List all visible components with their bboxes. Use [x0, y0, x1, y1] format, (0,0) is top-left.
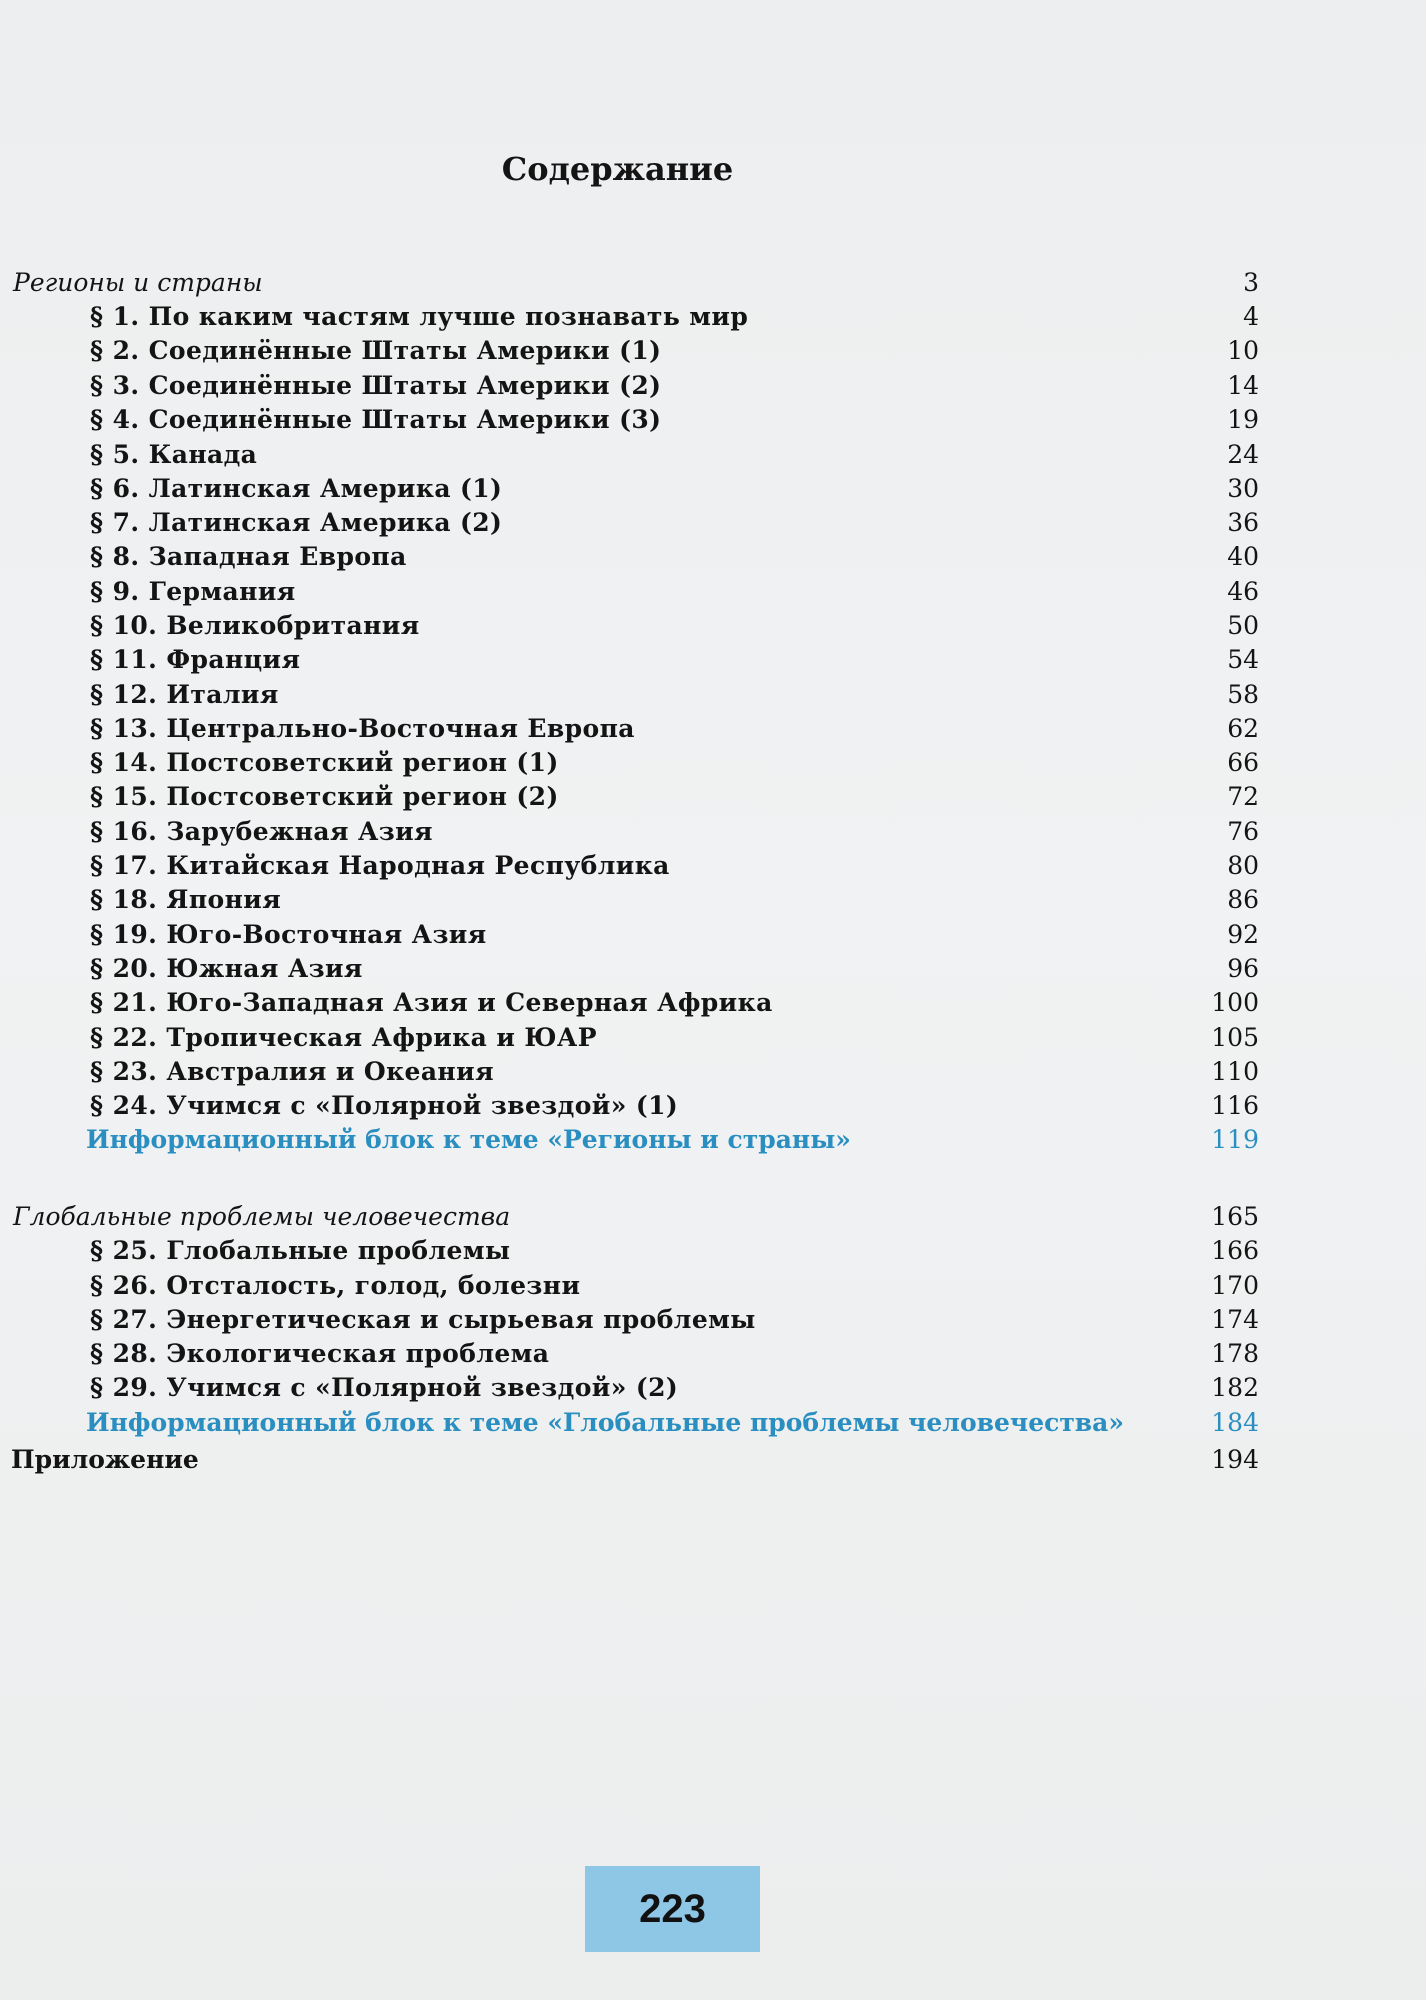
toc-paragraph-row: [0, 403, 1426, 437]
toc-entry-page: 100: [1211, 988, 1259, 1017]
toc-paragraph-row: [0, 1021, 1426, 1055]
toc-appendix-row: [0, 1443, 1426, 1477]
page-title: Содержание: [501, 150, 734, 188]
toc-entry-title: Регионы и страны: [13, 268, 263, 297]
toc-entry-title: Глобальные проблемы человечества: [13, 1202, 511, 1231]
toc-paragraph-row: [0, 678, 1426, 712]
toc-paragraph-row: [0, 609, 1426, 643]
toc-paragraph-row: [0, 1303, 1426, 1337]
toc-entry-page: 178: [1211, 1339, 1259, 1368]
toc-paragraph-row: [0, 369, 1426, 403]
toc-entry-title: Информационный блок к теме «Регионы и страны»: [86, 1125, 851, 1154]
toc-entry-title: § 19. Юго-Восточная Азия: [90, 920, 487, 949]
toc-entry-title: § 22. Тропическая Африка и ЮАР: [90, 1023, 597, 1052]
page-number-badge: 223: [585, 1866, 760, 1952]
toc-paragraph-row: [0, 815, 1426, 849]
toc-entry-title: Приложение: [11, 1445, 199, 1474]
toc-paragraph-row: [0, 300, 1426, 334]
toc-paragraph-row: [0, 540, 1426, 574]
toc-entry-title: § 12. Италия: [90, 680, 279, 709]
toc-paragraph-row: [0, 1234, 1426, 1268]
toc-entry-title: § 25. Глобальные проблемы: [90, 1236, 511, 1265]
toc-section-row: [0, 1200, 1426, 1234]
toc-entry-title: § 3. Соединённые Штаты Америки (2): [90, 371, 662, 400]
toc-entry-title: § 23. Австралия и Океания: [90, 1057, 494, 1086]
toc-entry-page: 194: [1211, 1445, 1259, 1474]
toc-entry-page: 166: [1211, 1236, 1259, 1265]
toc-entry-page: 182: [1211, 1373, 1259, 1402]
toc-entry-title: § 9. Германия: [90, 577, 296, 606]
toc-entry-title: § 16. Зарубежная Азия: [90, 817, 433, 846]
toc-entry-title: § 17. Китайская Народная Республика: [90, 851, 670, 880]
toc-paragraph-row: [0, 438, 1426, 472]
toc-entry-page: 96: [1227, 954, 1259, 983]
toc-paragraph-row: [0, 986, 1426, 1020]
toc-entry-page: 14: [1227, 371, 1259, 400]
toc-info-block-row: [0, 1123, 1426, 1157]
toc-entry-title: § 28. Экологическая проблема: [90, 1339, 550, 1368]
toc-entry-title: § 21. Юго-Западная Азия и Северная Африка: [90, 988, 773, 1017]
toc-entry-page: 66: [1227, 748, 1259, 777]
toc-entry-page: 30: [1227, 474, 1259, 503]
toc-entry-page: 4: [1243, 302, 1259, 331]
toc-entry-title: § 7. Латинская Америка (2): [90, 508, 503, 537]
toc-paragraph-row: [0, 712, 1426, 746]
toc-entry-title: § 29. Учимся с «Полярной звездой» (2): [90, 1373, 679, 1402]
toc-entry-title: § 5. Канада: [90, 440, 258, 469]
toc-paragraph-row: [0, 575, 1426, 609]
toc-entry-page: 19: [1227, 405, 1259, 434]
toc-entry-page: 174: [1211, 1305, 1259, 1334]
toc-paragraph-row: [0, 472, 1426, 506]
toc-entry-title: § 14. Постсоветский регион (1): [90, 748, 559, 777]
toc-entry-title: § 20. Южная Азия: [90, 954, 363, 983]
toc-paragraph-row: [0, 334, 1426, 368]
toc-entry-page: 165: [1211, 1202, 1259, 1231]
toc-paragraph-row: [0, 1055, 1426, 1089]
toc-section-row: [0, 266, 1426, 300]
toc-paragraph-row: [0, 643, 1426, 677]
toc-paragraph-row: [0, 883, 1426, 917]
toc-entry-title: § 13. Центрально-Восточная Европа: [90, 714, 635, 743]
toc-entry-page: 24: [1227, 440, 1259, 469]
toc-entry-title: § 1. По каким частям лучше познавать мир: [90, 302, 749, 331]
toc-paragraph-row: [0, 1337, 1426, 1371]
toc-entry-title: § 18. Япония: [90, 885, 282, 914]
toc-entry-title: Информационный блок к теме «Глобальные проблемы человечества»: [86, 1408, 1125, 1437]
toc-entry-title: § 27. Энергетическая и сырьевая проблемы: [90, 1305, 756, 1334]
toc-entry-page: 92: [1227, 920, 1259, 949]
toc-entry-page: 54: [1227, 645, 1259, 674]
toc-entry-page: 116: [1211, 1091, 1259, 1120]
toc-entry-title: § 8. Западная Европа: [90, 542, 407, 571]
toc-entry-page: 170: [1211, 1271, 1259, 1300]
toc-paragraph-row: [0, 849, 1426, 883]
toc-entry-page: 58: [1227, 680, 1259, 709]
toc-paragraph-row: [0, 1269, 1426, 1303]
toc-entry-page: 62: [1227, 714, 1259, 743]
toc-entry-title: § 2. Соединённые Штаты Америки (1): [90, 336, 662, 365]
toc-entry-page: 46: [1227, 577, 1259, 606]
toc-entry-page: 10: [1227, 336, 1259, 365]
toc-entry-page: 80: [1227, 851, 1259, 880]
toc-paragraph-row: [0, 1089, 1426, 1123]
toc-paragraph-row: [0, 746, 1426, 780]
toc-entry-title: § 26. Отсталость, голод, болезни: [90, 1271, 581, 1300]
toc-entry-page: 105: [1211, 1023, 1259, 1052]
toc-entry-title: § 24. Учимся с «Полярной звездой» (1): [90, 1091, 679, 1120]
toc-entry-page: 72: [1227, 782, 1259, 811]
toc-paragraph-row: [0, 506, 1426, 540]
toc-paragraph-row: [0, 1371, 1426, 1405]
toc-paragraph-row: [0, 918, 1426, 952]
toc-entry-title: § 6. Латинская Америка (1): [90, 474, 503, 503]
toc-entry-page: 184: [1211, 1408, 1259, 1437]
toc-paragraph-row: [0, 780, 1426, 814]
toc-entry-page: 110: [1211, 1057, 1259, 1086]
toc-info-block-row: [0, 1406, 1426, 1440]
toc-entry-page: 86: [1227, 885, 1259, 914]
toc-entry-page: 119: [1211, 1125, 1259, 1154]
toc-entry-page: 36: [1227, 508, 1259, 537]
toc-entry-title: § 10. Великобритания: [90, 611, 420, 640]
toc-entry-title: § 11. Франция: [90, 645, 301, 674]
toc-entry-title: § 4. Соединённые Штаты Америки (3): [90, 405, 662, 434]
toc-entry-page: 76: [1227, 817, 1259, 846]
toc-entry-title: § 15. Постсоветский регион (2): [90, 782, 559, 811]
toc-paragraph-row: [0, 952, 1426, 986]
toc-entry-page: 40: [1227, 542, 1259, 571]
toc-entry-page: 50: [1227, 611, 1259, 640]
toc-entry-page: 3: [1243, 268, 1259, 297]
